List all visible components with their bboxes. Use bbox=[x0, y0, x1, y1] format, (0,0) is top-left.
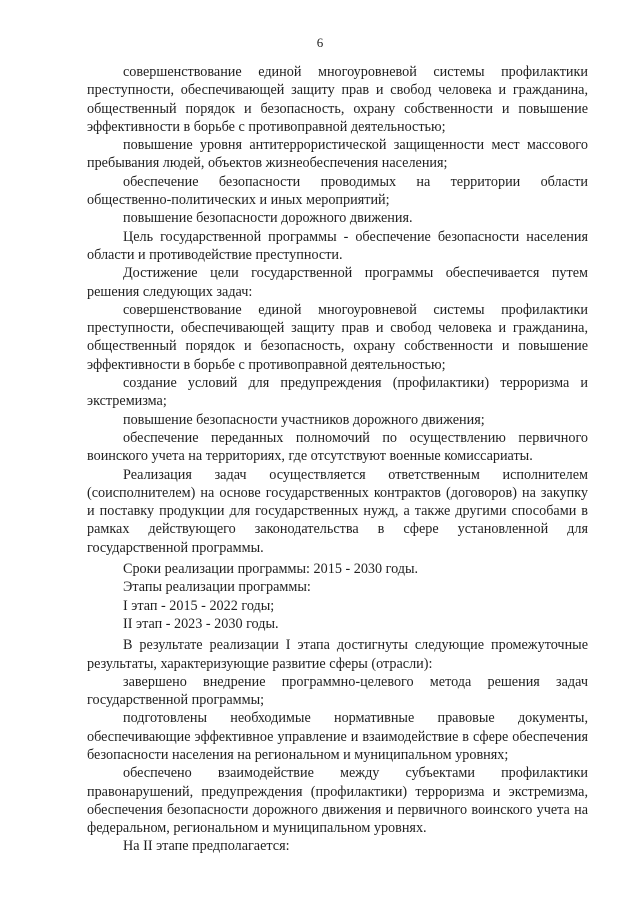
paragraph-military-registration: обеспечение переданных полномочий по осуществлению первичного воинского учета на территориях, где отсутствуют военные комиссариаты. bbox=[87, 429, 588, 465]
paragraph-program-stages: Этапы реализации программы: bbox=[123, 579, 311, 596]
paragraph-program-period: Сроки реализации программы: 2015 - 2030 годы. bbox=[123, 561, 419, 578]
paragraph-stage-one-results: В результате реализации I этапа достигнуты следующие промежуточные результаты, характеризующие развитие сферы (отрасли): bbox=[87, 637, 588, 672]
document-body bbox=[87, 63, 588, 856]
paragraph-road-safety: повышение безопасности дорожного движения. bbox=[123, 210, 413, 227]
paragraph-terrorism-prevention: создание условий для предупреждения (профилактики) терроризма и экстремизма; bbox=[87, 375, 588, 410]
paragraph-interaction-result: обеспечено взаимодействие между субъектами профилактики правонарушений, предупреждения (профилактики) терроризма и экстремизма, обеспечения безопасности дорожного движения и первичного воинского учета на федеральном, региональном и муниципальном уровнях. bbox=[87, 765, 588, 837]
paragraph-antiterror-protection: повышение уровня антитеррористической защищенности мест массового пребывания людей, объектов жизнеобеспечения населения; bbox=[87, 137, 588, 172]
paragraph-task-implementation: Реализация задач осуществляется ответственным исполнителем (соисполнителем) на основе государственных контрактов (договоров) на закупку и поставку продукции для государственных нужд, а также другими способами в рамках действующего законодательства в сфере установленной для государственной программы. bbox=[87, 466, 588, 556]
paragraph-stage-one: I этап - 2015 - 2022 годы; bbox=[123, 597, 275, 614]
paragraph-regulatory-documents: подготовлены необходимые нормативные правовые документы, обеспечивающие эффективное управление и взаимодействие в сфере обеспечения безопасности населения на региональном и муниципальном уровнях; bbox=[87, 710, 588, 763]
paragraph-stage-two: II этап - 2023 - 2030 годы. bbox=[123, 615, 279, 632]
paragraph-task-prevention-system: совершенствование единой многоуровневой системы профилактики преступности, обеспечивающей защиту прав и свобод человека и гражданина, общественный порядок и безопасность, охрану собственности и повышение эффективности в борьбе с противоправной деятельностью; bbox=[87, 64, 588, 135]
paragraph-event-safety: обеспечение безопасности проводимых на территории области общественно-политических и иных мероприятий; bbox=[87, 173, 588, 209]
paragraph-goal-achievement: Достижение цели государственной программы обеспечивается путем решения следующих задач: bbox=[87, 265, 588, 300]
paragraph-program-goal: Цель государственной программы - обеспечение безопасности населения области и противодействие преступности. bbox=[87, 228, 588, 263]
paragraph-task-prevention-system-2: совершенствование единой многоуровневой системы профилактики преступности, обеспечивающей защиту прав и свобод человека и гражданина, общественный порядок и безопасность, охрану собственности и повышение эффективности в борьбе с противоправной деятельностью; bbox=[87, 301, 588, 373]
paragraph-program-method: завершено внедрение программно-целевого метода решения задач государственной программы; bbox=[87, 673, 588, 709]
page-number: 6 bbox=[316, 35, 324, 50]
paragraph-stage-two-intro: На II этапе предполагается: bbox=[123, 838, 290, 855]
paragraph-road-participants-safety: повышение безопасности участников дорожного движения; bbox=[123, 411, 485, 428]
